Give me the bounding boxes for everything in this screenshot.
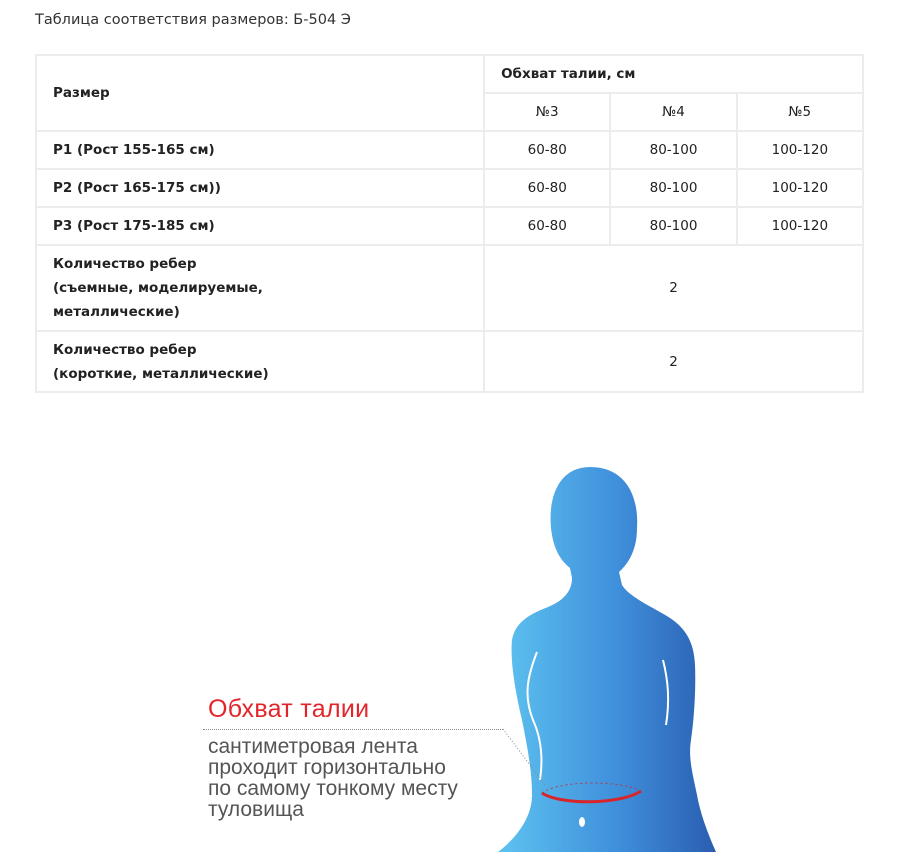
waist-description (208, 736, 458, 820)
ribs-removable-label (36, 245, 484, 331)
page-caption: Таблица соответствия размеров: Б-504 Э (35, 12, 351, 28)
row-label: Р1 (Рост 155-165 см) (36, 131, 484, 169)
table-row (36, 245, 863, 331)
table-cell: 60-80 (484, 169, 610, 207)
table-row (36, 207, 863, 245)
description-line: по самому тонкому месту (208, 777, 458, 800)
column-header: №5 (737, 93, 863, 131)
mannequin-silhouette (498, 467, 716, 852)
table-row (36, 169, 863, 207)
column-header: №4 (610, 93, 736, 131)
navel (579, 817, 585, 827)
label-line: (короткие, металлические) (53, 365, 269, 382)
size-table (35, 54, 864, 393)
label-line: (съемные, моделируемые, (53, 280, 263, 296)
column-header: №3 (484, 93, 610, 131)
description-line: проходит горизонтально (208, 756, 446, 779)
table-cell: 100-120 (737, 207, 863, 245)
waist-title: Обхват талии (208, 695, 370, 723)
table-cell: 100-120 (737, 169, 863, 207)
label-line: Количество ребер (53, 256, 197, 272)
description-line: сантиметровая лента (208, 735, 418, 758)
table-cell: 80-100 (610, 131, 736, 169)
ribs-removable-value: 2 (484, 245, 863, 331)
waist-measurement-figure (0, 440, 899, 866)
table-cell: 100-120 (737, 131, 863, 169)
label-line: металлические) (53, 304, 180, 320)
table-row (36, 131, 863, 169)
table-cell: 60-80 (484, 207, 610, 245)
title-underline (203, 729, 503, 730)
label-line: Количество ребер (53, 341, 197, 358)
table-row (36, 331, 863, 392)
table-cell: 80-100 (610, 169, 736, 207)
table-cell: 80-100 (610, 207, 736, 245)
description-line: туловища (208, 798, 304, 821)
row-label: Р3 (Рост 175-185 см) (36, 207, 484, 245)
ribs-short-value: 2 (484, 331, 863, 392)
table-cell: 60-80 (484, 131, 610, 169)
waist-header: Обхват талии, см (484, 55, 863, 93)
row-label: Р2 (Рост 165-175 см)) (36, 169, 484, 207)
ribs-short-label (36, 331, 484, 392)
size-header: Размер (36, 55, 484, 131)
